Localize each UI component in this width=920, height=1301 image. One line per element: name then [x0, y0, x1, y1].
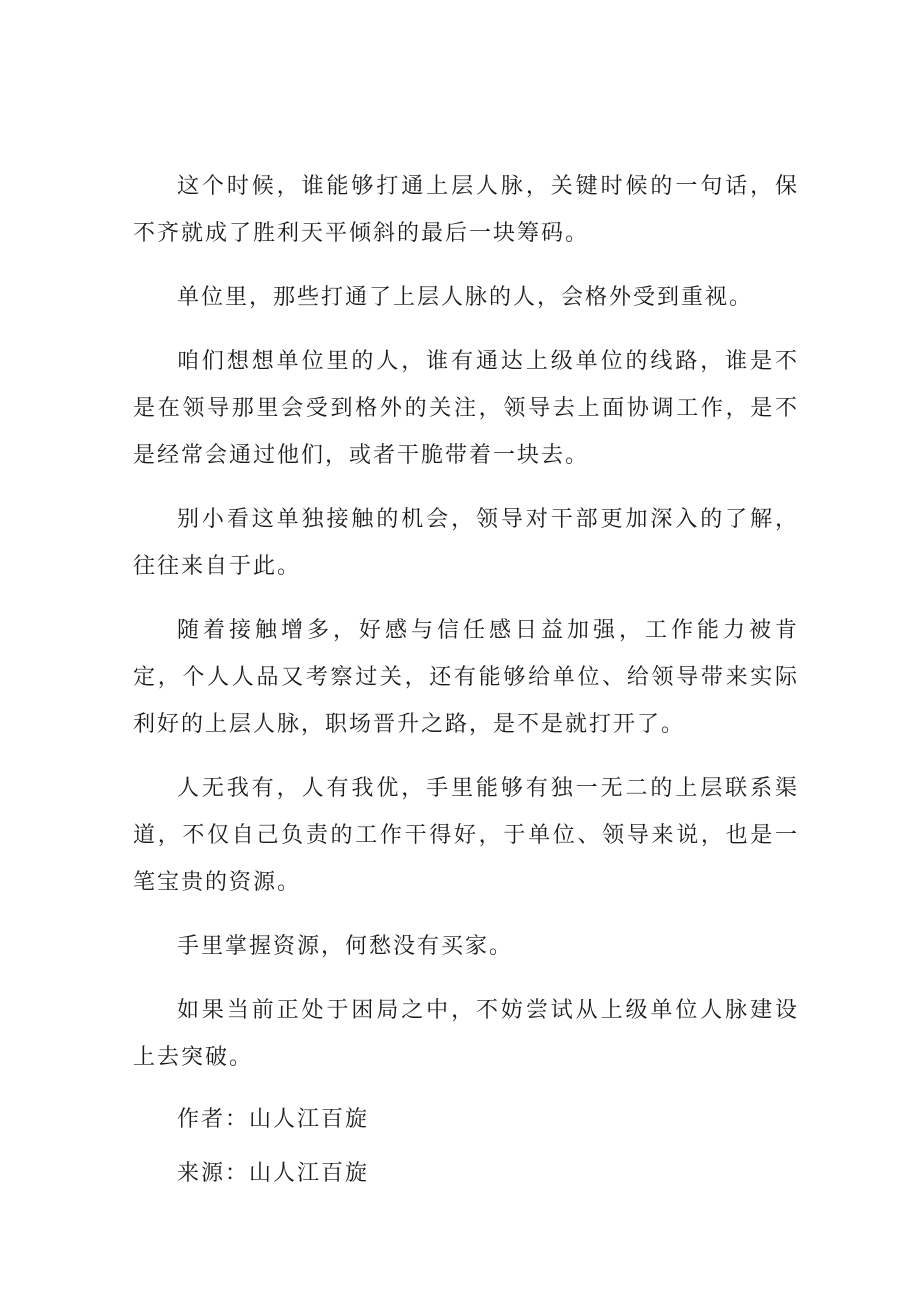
- source-line: 来源：山人江百旋: [177, 1161, 370, 1186]
- paragraph-4: 别小看这单独接触的机会，领导对干部更加深入的了解，往往来自于此。: [133, 507, 799, 579]
- paragraph-3: 咱们想想单位里的人，谁有通达上级单位的线路，谁是不是在领导那里会受到格外的关注，领导去上面协调工作，是不是经常会通过他们，或者干脆带着一块去。: [133, 349, 799, 468]
- article-body: [133, 163, 799, 1206]
- paragraph-5: 随着接触增多，好感与信任感日益加强，工作能力被肯定，个人人品又考察过关，还有能够给单位、给领导带来实际利好的上层人脉，职场晋升之路，是不是就打开了。: [133, 618, 799, 737]
- paragraph-8: 如果当前正处于困局之中，不妨尝试从上级单位人脉建设上去突破。: [133, 998, 799, 1070]
- paragraph-7: 手里掌握资源，何愁没有买家。: [177, 934, 514, 959]
- paragraph-1: 这个时候，谁能够打通上层人脉，关键时候的一句话，保不齐就成了胜利天平倾斜的最后一块筹码。: [133, 174, 799, 246]
- author-line: 作者：山人江百旋: [177, 1107, 370, 1132]
- paragraph-6: 人无我有，人有我优，手里能够有独一无二的上层联系渠道，不仅自己负责的工作干得好，于单位、领导来说，也是一笔宝贵的资源。: [133, 776, 799, 895]
- paragraph-2: 单位里，那些打通了上层人脉的人，会格外受到重视。: [177, 285, 754, 310]
